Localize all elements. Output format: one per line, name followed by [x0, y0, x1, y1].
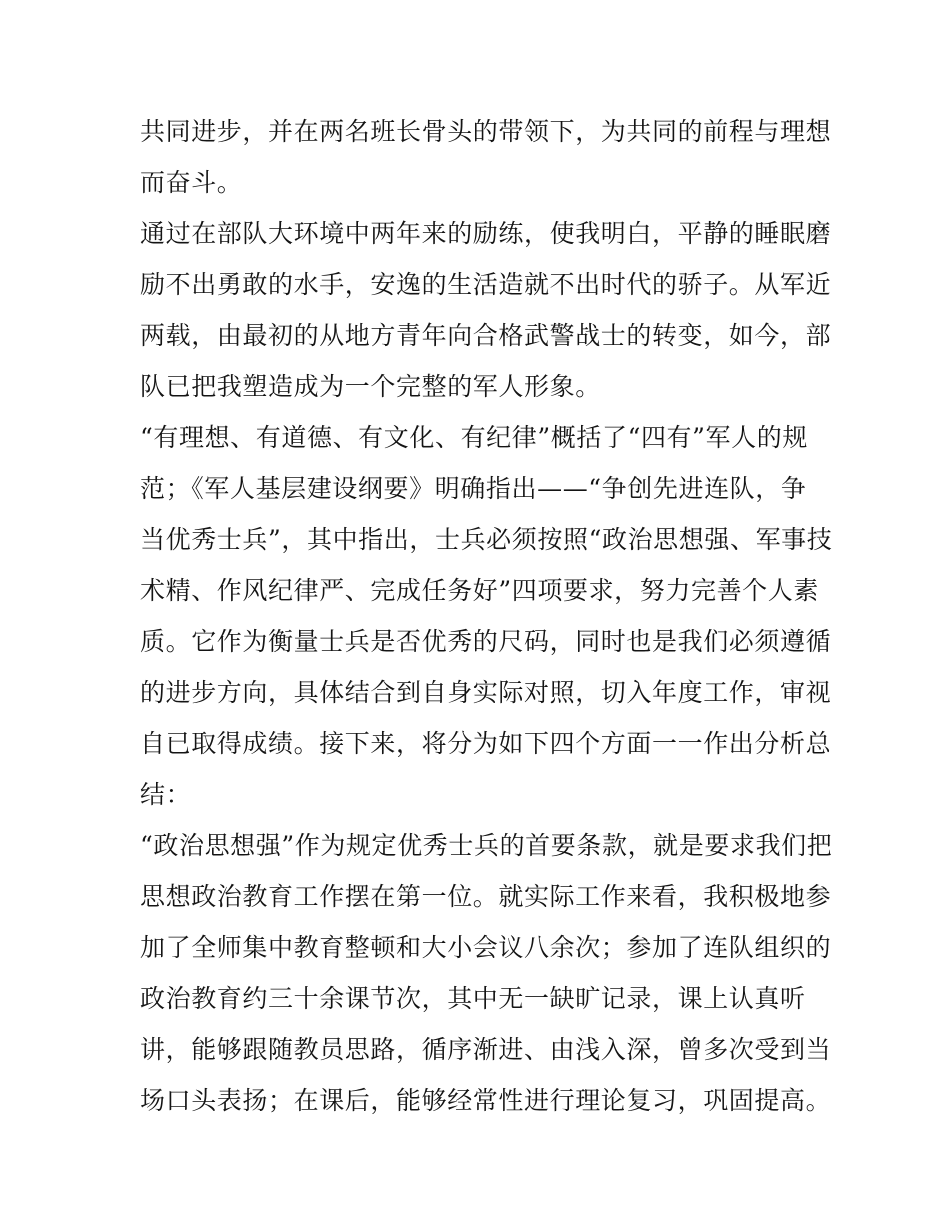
text-line: 思想政治教育工作摆在第一位。就实际工作来看，我积极地参: [140, 882, 832, 911]
text-line: 两载，由最初的从地方青年向合格武警战士的转变，如今，部: [140, 321, 832, 350]
text-line: “政治思想强”作为规定优秀士兵的首要条款，就是要求我们把: [140, 831, 833, 860]
text-line: 的进步方向，具体结合到自身实际对照，切入年度工作，审视: [140, 678, 832, 707]
text-line: 场口头表扬；在课后，能够经常性进行理论复习，巩固提高。: [140, 1086, 832, 1115]
text-line: 而奋斗。: [140, 168, 243, 197]
text-line: 范；《军人基层建设纲要》明确指出——“争创先进连队，争: [140, 474, 807, 503]
text-line: 当优秀士兵”，其中指出，士兵必须按照“政治思想强、军事技: [140, 525, 833, 554]
text-line: 质。它作为衡量士兵是否优秀的尺码，同时也是我们必须遵循: [140, 627, 832, 656]
text-line: “有理想、有道德、有文化、有纪律”概括了“四有”军人的规: [140, 423, 808, 452]
text-line: 通过在部队大环境中两年来的励练，使我明白，平静的睡眠磨: [140, 219, 832, 248]
text-line: 加了全师集中教育整顿和大小会议八余次；参加了连队组织的: [140, 933, 832, 962]
text-line: 讲，能够跟随教员思路，循序渐进、由浅入深，曾多次受到当: [140, 1035, 832, 1064]
text-line: 结：: [140, 780, 192, 809]
text-line: 术精、作风纪律严、完成任务好”四项要求，努力完善个人素: [140, 576, 819, 605]
document-body: [140, 106, 833, 1126]
text-line: 队已把我塑造成为一个完整的军人形象。: [140, 372, 601, 401]
text-line: 励不出勇敢的水手，安逸的生活造就不出时代的骄子。从军近: [140, 270, 832, 299]
text-line: 政治教育约三十余课节次，其中无一缺旷记录，课上认真听: [140, 984, 806, 1013]
text-line: 共同进步，并在两名班长骨头的带领下，为共同的前程与理想: [140, 117, 832, 146]
text-line: 自已取得成绩。接下来，将分为如下四个方面一一作出分析总: [140, 729, 832, 758]
